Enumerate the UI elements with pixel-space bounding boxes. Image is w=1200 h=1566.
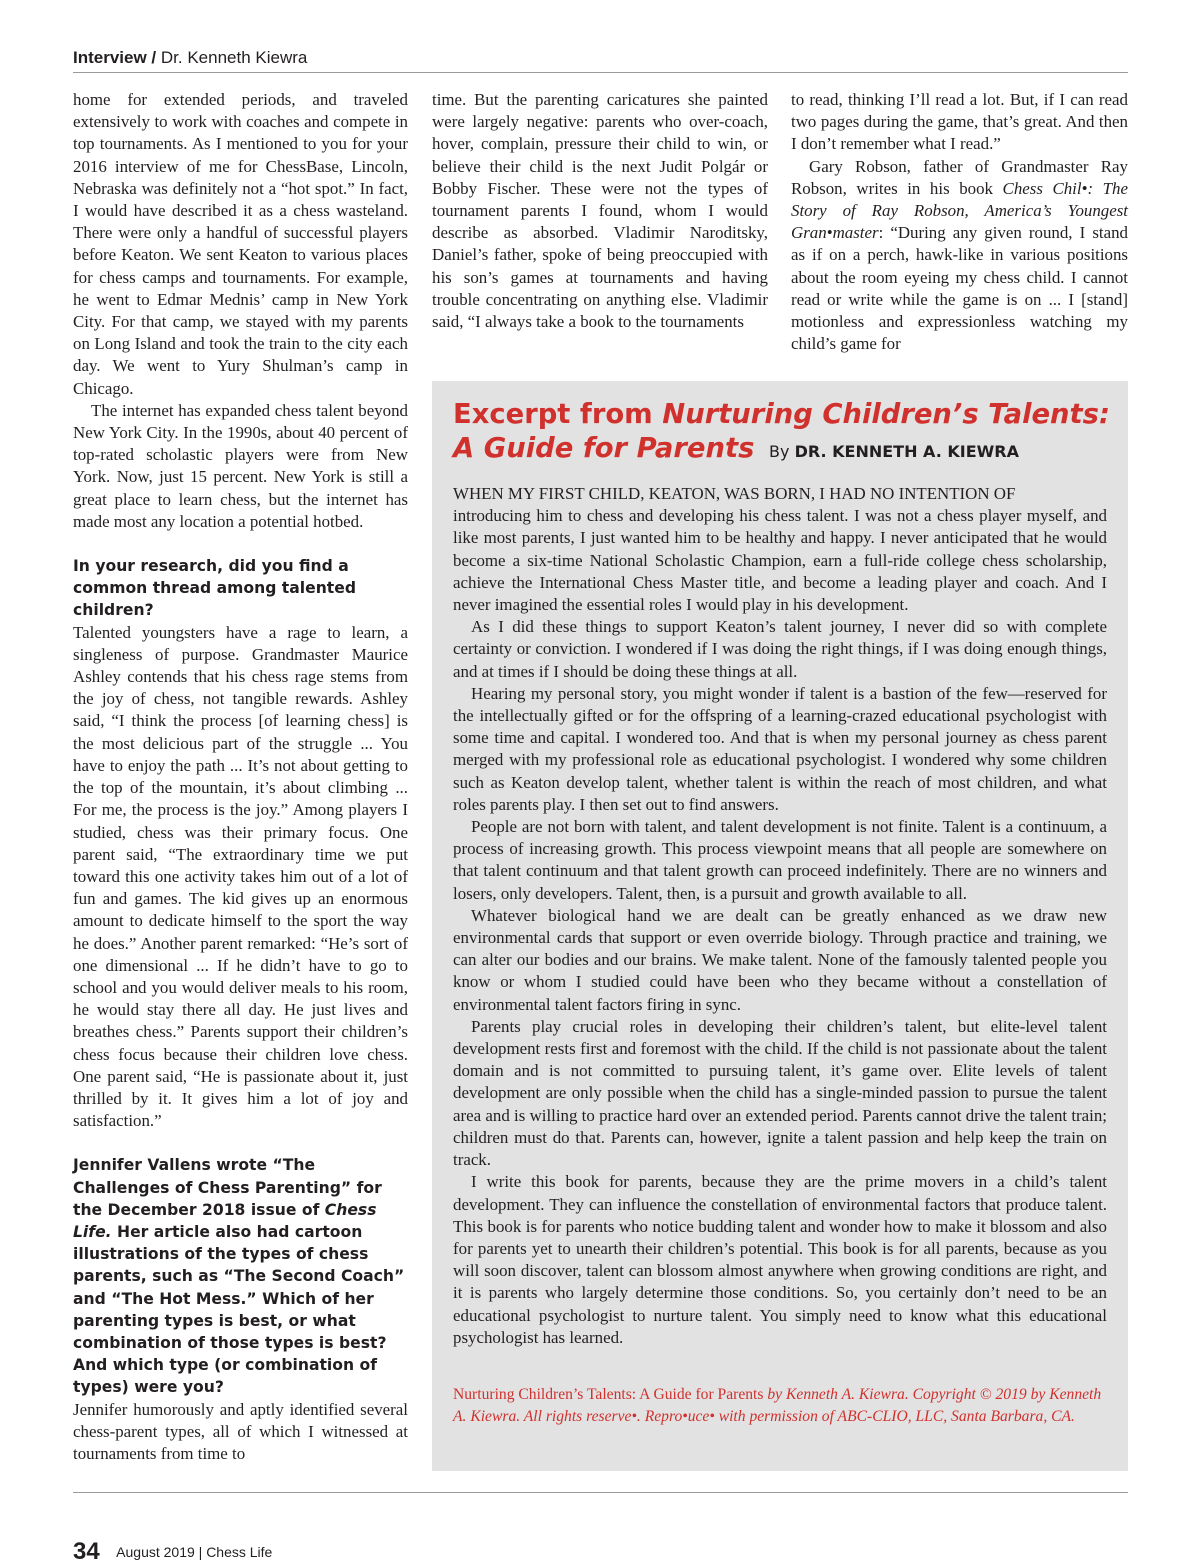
column-1	[73, 89, 408, 1465]
col1-paragraph: home for extended periods, and traveled extensively to work with coaches and compete in top tournaments. As I mentioned to you for your 2016 interview of me for ChessBase, Lincoln, Nebraska was definitely not a “hot spot.” In fact, I would have described it as a chess wasteland. There were only a handful of successful players before Keaton. We sent Keaton to various places for chess camps and tournaments. For example, he went to Edmar Mednis’ camp in New York City. For that camp, we stayed with my parents on Long Island and took the train to the city each day. We went to Yury Shulman’s camp in Chicago.	[73, 90, 408, 398]
excerpt-sidebar	[432, 381, 1128, 1471]
excerpt-byline: By DR. KENNETH A. KIEWRA	[769, 442, 1019, 461]
excerpt-title: Excerpt from Nurturing Children’s Talents: A Guide for Parents By DR. KENNETH A. KIEWRA	[453, 399, 1110, 464]
excerpt-paragraph: People are not born with talent, and talent development is not finite. Talent is a continuum, a process of increasing growth. This process viewpoint means that all people are somewhere on that talent continuum and that talent growth can proceed indefinitely. There are no winners and losers, only developers. Talent, then, is a pursuit and growth available to all.	[453, 817, 1107, 903]
excerpt-paragraph: introducing him to chess and developing his chess talent. I was not a chess player myself, and like most parents, I just wanted him to be healthy and happy. I never anticipated that he would become a six-time National Scholastic Champion, earn a full-ride college chess scholarship, achieve the International Chess Master title, and become a leading player and coach. And I never imagined the essential roles I would play in his development.	[453, 506, 1107, 615]
interview-question: Jennifer Vallens wrote “The Challenges of Chess Parenting” for the December 2018 issue of Chess Life. Her article also had cartoon illustrations of the types of chess parents, such as “The Second Coach” and “The Hot Mess.” Which of her parenting types is best, or what combination of those types is best? And which type (or combination of types) were you?	[73, 1156, 405, 1397]
column-3	[791, 89, 1128, 355]
page-number: 34	[73, 1538, 100, 1565]
issue-label: August 2019 | Chess Life	[116, 1544, 273, 1560]
column-2	[432, 89, 768, 333]
col1-paragraph: Jennifer humorously and aptly identified several chess-parent types, all of which I witnessed at tournaments from time to	[73, 1399, 408, 1463]
excerpt-paragraph: Hearing my personal story, you might wonder if talent is a bastion of the few—reserved for the intellectually gifted or for the offspring of a learning-crazed educational psychologist with some time and capital. I wondered too. And that is when my personal journey as chess parent merged with my professional role as educational psychologist. I wondered why some children such as Keaton develop talent, whether talent is within the reach of most children, and what roles parents play. I then set out to find answers.	[453, 683, 1107, 814]
col2-paragraph: time. But the parenting caricatures she painted were largely negative: parents who over-coach, hover, complain, pressure their child to win, or believe their child is the next Judit Polgár or Bobby Fischer. These were not the types of tournament parents I found, whom I would describe as absorbed. Vladimir Naroditsky, Daniel’s father, spoke of being preoccupied with his son’s games at tournaments and having trouble concentrating on anything else. Vladimir said, “I always take a book to the tournaments	[432, 90, 768, 332]
excerpt-paragraph: Whatever biological hand we are dealt can be greatly enhanced as we draw new environmental cards that support or even override biology. Through practice and training, we can alter our bodies and our brains. We make talent. None of the famously talented people you know or whom I studied could have been who they became without a constellation of environmental talent factors firing in sync.	[453, 905, 1107, 1014]
excerpt-paragraph: Parents play crucial roles in developing their children’s talent, but elite-level talent development rests first and foremost with the child. If the child is not passionate about the talent domain and is not committed to pursuing talent, it’s game over. Elite levels of talent development are only possible when the child has a single-minded passion to pursue the talent area and is willing to practice hard over an extended period. Parents cannot drive the talent train; children must do that. Parents can, however, ignite a talent passion and help keep the train on track.	[453, 1016, 1107, 1170]
col1-paragraph: Talented youngsters have a rage to learn, a singleness of purpose. Grandmaster Maurice Ashley contends that his chess rage stems from the joy of chess, not tangible rewards. Ashley said, “I think the process [of learning chess] is the most delicious part of the struggle ... You have to enjoy the path ... It’s not about getting to the top of the mountain, it’s about climbing ... For me, the process is the joy.” Among players I studied, chess was their primary focus. One parent said, “The extraordinary time we put toward this one activity takes him out of a lot of fun and games. The kid gives up an enormous amount to dedicate himself to the sport the way he does.” Another parent remarked: “He’s sort of one dimensional ... If he didn’t have to go to school and you would deliver meals to his room, he would stay there all day. He just lives and breathes chess.” Parents support their children’s chess focus because their children love chess. One parent said, “He is passionate about it, just thrilled by it. It gives him a lot of joy and satisfaction.”	[73, 622, 408, 1131]
excerpt-lead-caps: WHEN MY FIRST CHILD, KEATON, WAS BORN, I HAD NO INTENTION OF	[453, 484, 1016, 503]
header-section: Interview /	[73, 48, 157, 67]
col1-paragraph: The internet has expanded chess talent beyond New York City. In the 1990s, about 40 percent of top-rated scholastic players were from New York. Now, just 15 percent. New York is still a great place to learn chess, but the internet has made most any location a potential hotbed.	[73, 400, 408, 531]
excerpt-paragraph: As I did these things to support Keaton’s talent journey, I never did so with complete certainty or conviction. I wondered if I was doing the right things, if I was doing enough things, and at times if I should be doing these things at all.	[453, 617, 1107, 681]
page-footer	[73, 1538, 272, 1564]
header-person: Dr. Kenneth Kiewra	[160, 48, 308, 67]
interview-question: In your research, did you find a common thread among talented children?	[73, 557, 357, 620]
running-header	[73, 48, 1128, 70]
excerpt-body	[453, 483, 1107, 1349]
col3-paragraph: to read, thinking I’ll read a lot. But, if I can read two pages during the game, that’s great. And then I don’t remember what I read.”	[791, 90, 1128, 154]
excerpt-credit: Nurturing Children’s Talents: A Guide for Parents by Kenneth A. Kiewra. Copyright © 2019 by Kenneth A. Kiewra. All rights reserve•. Repro•uce• with permission of ABC-CLIO, LLC, Santa Barbara, CA.	[453, 1386, 1102, 1426]
col3-paragraph: Gary Robson, father of Grandmaster Ray Robson, writes in his book Chess Chil•: The Story of Ray Robson, America’s Youngest Gran•master: “During any given round, I stand as if on a perch, hawk-like in various positions about the room eyeing my chess child. I cannot read or write while the game is on ... I [stand] motionless and expressionless watching my child’s game for	[791, 156, 1128, 354]
footer-rule	[73, 1492, 1128, 1493]
excerpt-paragraph: I write this book for parents, because they are the prime movers in a child’s talent development. They can influence the constellation of environmental factors that produce talent. This book is for parents who notice budding talent and wonder how to make it blossom and also for parents yet to unearth their children’s potential. This book is for all parents, because as you will soon discover, talent can blossom almost anywhere when growing conditions are right, and it is parents who largely determine those conditions. So, you certainly don’t need to be an educational psychologist to nurture talent. You simply need to know what this educational psychologist has learned.	[453, 1172, 1107, 1347]
header-rule	[73, 72, 1128, 73]
